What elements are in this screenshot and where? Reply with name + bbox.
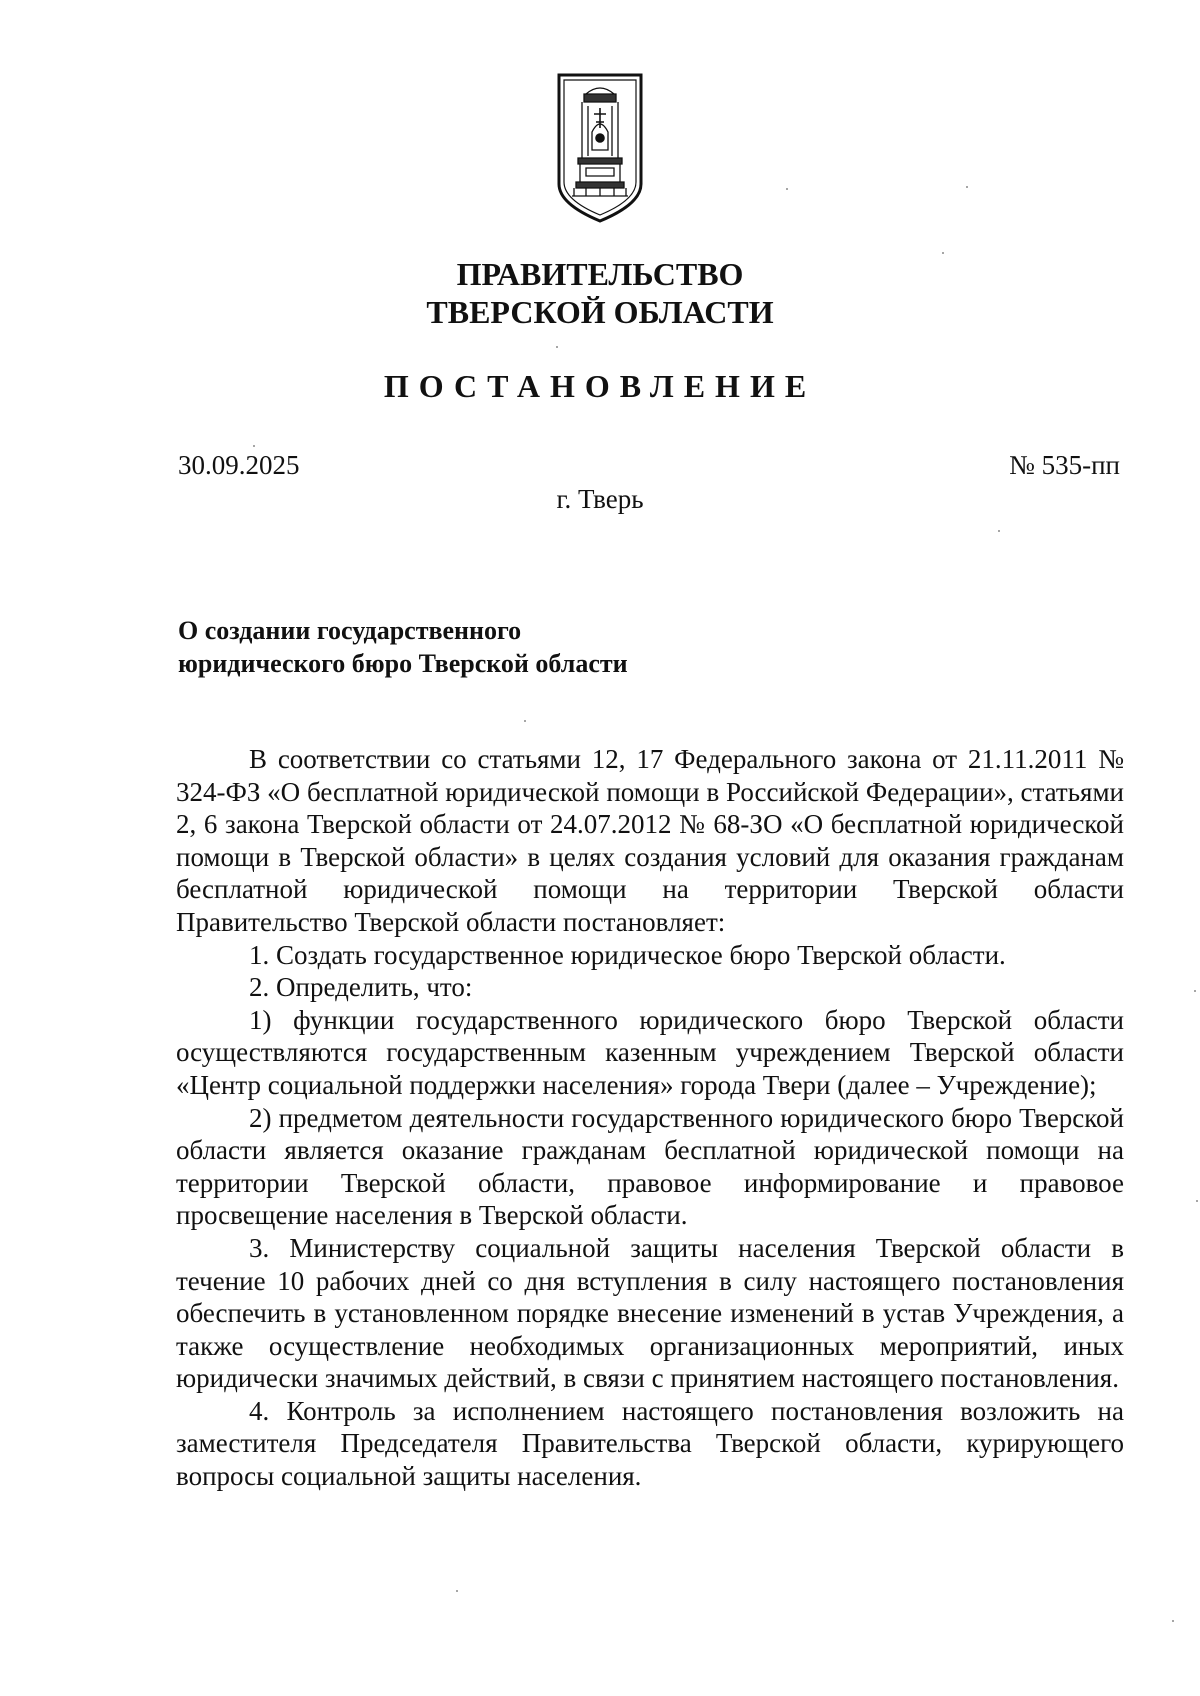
coat-of-arms-icon bbox=[556, 72, 644, 224]
document-date: 30.09.2025 bbox=[178, 450, 300, 480]
clause-2-item-1: 1) функции государственного юридического бюро Тверской области осуществляются государственным казенным учреждением Тверской области «Центр социальной поддержки населения» города Твери (далее – Учреждение); bbox=[176, 1004, 1124, 1100]
organization-line-2: ТВЕРСКОЙ ОБЛАСТИ bbox=[426, 294, 774, 330]
document-city: г. Тверь bbox=[556, 484, 644, 514]
document-type: ПОСТАНОВЛЕНИЕ bbox=[383, 368, 817, 404]
clause-3: 3. Министерству социальной защиты населения Тверской области в течение 10 рабочих дней со дня вступления в силу настоящего постановления обеспечить в установленном порядке внесение изменений в устав Учреждения, а также осуществление необходимых организационных мероприятий, иных юридически значимых действий, в связи с принятием настоящего постановления. bbox=[176, 1232, 1124, 1394]
document-body bbox=[176, 743, 1124, 1493]
clause-4: 4. Контроль за исполнением настоящего постановления возложить на заместителя Председателя Правительства Тверской области, курирующего вопросы социальной защиты населения. bbox=[176, 1395, 1124, 1492]
clause-2: 2. Определить, что: bbox=[249, 972, 473, 1003]
subject-line-1: О создании государственного bbox=[178, 616, 522, 645]
subject-line-2: юридического бюро Тверской области bbox=[178, 649, 628, 678]
document-subject bbox=[178, 614, 628, 680]
clause-2-item-2: 2) предметом деятельности государственного юридического бюро Тверской области является оказание гражданам бесплатной юридической помощи на территории Тверской области, правовое информирование и правовое просвещение населения в Тверской области. bbox=[176, 1102, 1124, 1231]
preamble-paragraph: В соответствии со статьями 12, 17 Федерального закона от 21.11.2011 № 324-ФЗ «О бесплатной юридической помощи в Российской Федерации», статьями 2, 6 закона Тверской области от 24.07.2012 № 68-ЗО «О бесплатной юридической помощи в Тверской области» в целях создания условий для оказания гражданам бесплатной юридической помощи на территории Тверской области Правительство Тверской области постановляет: bbox=[176, 744, 1124, 937]
document-number: № 535-пп bbox=[1009, 450, 1120, 480]
organization-line-1: ПРАВИТЕЛЬСТВО bbox=[456, 256, 744, 292]
organization-title bbox=[0, 255, 1200, 331]
clause-1: 1. Создать государственное юридическое бюро Тверской области. bbox=[249, 939, 1006, 970]
